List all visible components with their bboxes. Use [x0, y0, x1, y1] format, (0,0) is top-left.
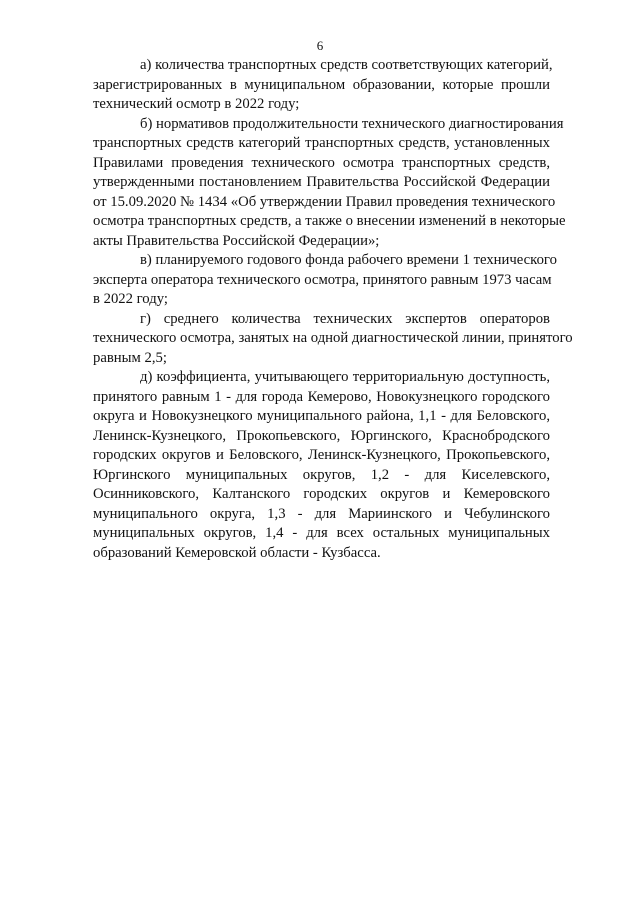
- text-line: образований Кемеровской области - Кузбасса.: [93, 544, 381, 561]
- text-line: зарегистрированных в муниципальном образовании, которые прошли: [93, 76, 550, 93]
- text-line: технического осмотра, занятых на одной диагностической линии, принятого: [93, 330, 573, 346]
- text-line: муниципального округа, 1,3 - для Мариинского и Чебулинского: [93, 505, 550, 522]
- paragraph: [93, 310, 573, 369]
- text-line: транспортных средств категорий транспортных средств, установленных: [93, 135, 550, 151]
- text-line: Правилами проведения технического осмотра транспортных средств,: [93, 154, 550, 171]
- text-line: г) среднего количества технических экспертов операторов: [140, 310, 550, 327]
- text-line: осмотра транспортных средств, а также о внесении изменений в некоторые: [93, 213, 566, 229]
- text-line: округа и Новокузнецкого муниципального района, 1,1 - для Беловского,: [93, 408, 550, 424]
- text-line: Юргинского муниципальных округов, 1,2 - для Киселевского,: [93, 466, 550, 483]
- paragraph: [93, 56, 553, 115]
- text-line: технический осмотр в 2022 году;: [93, 96, 300, 112]
- text-line: муниципальных округов, 1,4 - для всех остальных муниципальных: [93, 525, 550, 541]
- text-line: в 2022 году;: [93, 291, 168, 307]
- text-line: в) планируемого годового фонда рабочего времени 1 технического: [140, 252, 557, 268]
- text-line: Ленинск-Кузнецкого, Прокопьевского, Юргинского, Краснобродского: [93, 427, 550, 444]
- text-line: эксперта оператора технического осмотра, принятого равным 1973 часам: [93, 271, 552, 288]
- text-line: принятого равным 1 - для города Кемерово, Новокузнецкого городского: [93, 388, 550, 405]
- paragraph: [93, 251, 557, 310]
- text-line: а) количества транспортных средств соответствующих категорий,: [140, 57, 553, 73]
- paragraph: [93, 368, 550, 563]
- text-line: б) нормативов продолжительности технического диагностирования: [140, 115, 564, 132]
- text-line: городских округов и Беловского, Ленинск-Кузнецкого, Прокопьевского,: [93, 447, 550, 463]
- text-line: утвержденными постановлением Правительства Российской Федерации: [93, 174, 550, 190]
- document-body: [93, 56, 573, 563]
- text-line: д) коэффициента, учитывающего территориальную доступность,: [140, 369, 550, 385]
- text-line: от 15.09.2020 № 1434 «Об утверждении Правил проведения технического: [93, 193, 556, 210]
- text-line: равным 2,5;: [93, 349, 167, 366]
- text-line: Осинниковского, Калтанского городских округов и Кемеровского: [93, 486, 550, 502]
- page-number: 6: [316, 38, 324, 53]
- text-line: акты Правительства Российской Федерации»;: [93, 232, 380, 249]
- paragraph: [93, 115, 566, 252]
